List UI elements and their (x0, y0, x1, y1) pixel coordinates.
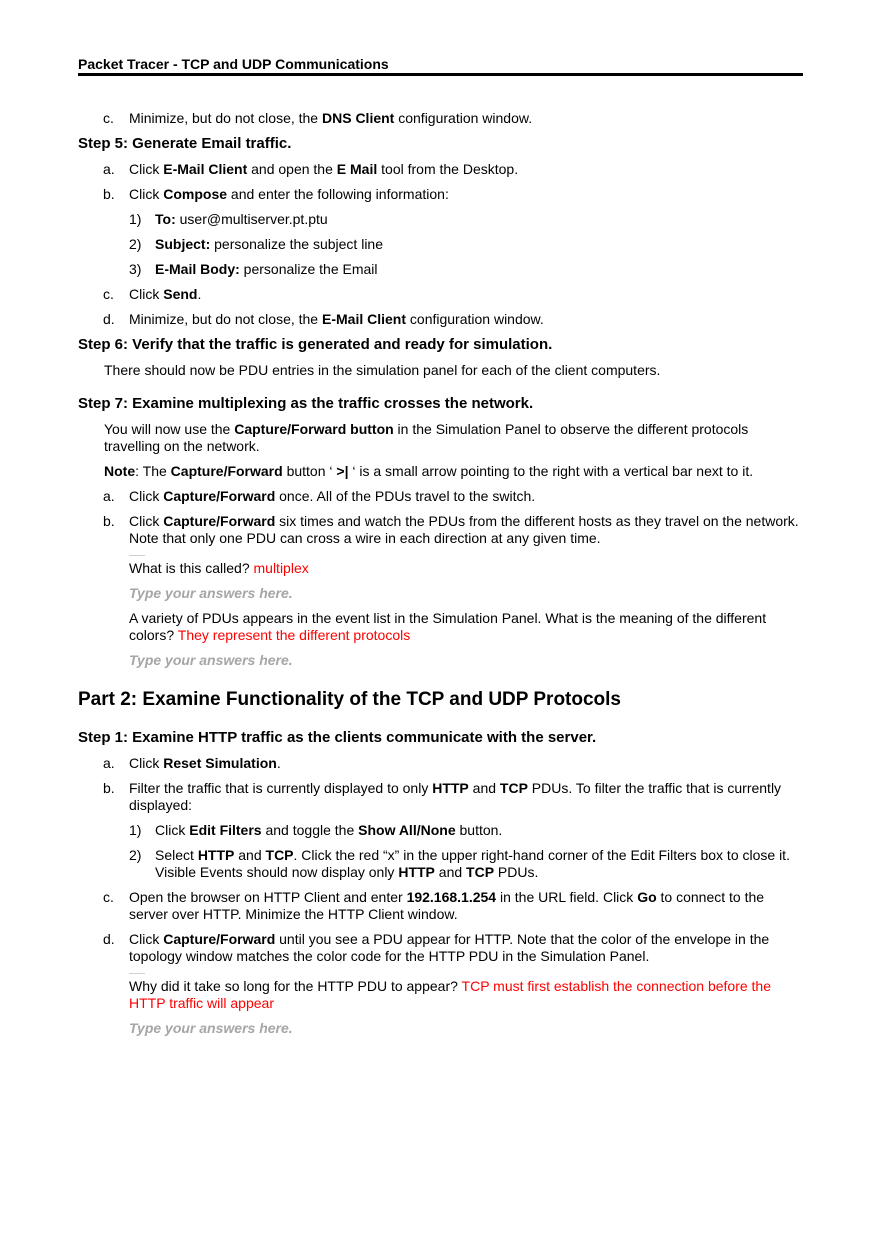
list-item-p2d: d. Click Capture/Forward until you see a PDU appear for HTTP. Note that the color of the envelope in the topology window matches the color code for the HTTP PDU in the Simulation Panel. (103, 931, 770, 964)
header-rule (78, 73, 803, 76)
answer-mark (129, 555, 145, 556)
list-item-5d: d. Minimize, but do not close, the E-Mail Client configuration window. (103, 311, 544, 327)
step-6-text: There should now be PDU entries in the simulation panel for each of the client computers. (104, 362, 661, 378)
header-title: Packet Tracer - TCP and UDP Communications (78, 56, 389, 72)
step-7-heading: Step 7: Examine multiplexing as the traffic crosses the network. (78, 395, 534, 412)
list-item-p2b: b. Filter the traffic that is currently displayed to only HTTP and TCP PDUs. To filter the traffic that is currently displayed: (103, 780, 782, 813)
answer-text: multiplex (253, 560, 309, 576)
step-5-heading: Step 5: Generate Email traffic. (78, 135, 292, 152)
answer-placeholder[interactable]: Type your answers here. (129, 585, 293, 601)
answer-text: TCP must first establish the connection before the HTTP traffic will appear (129, 978, 772, 1011)
answer-placeholder[interactable]: Type your answers here. (129, 652, 293, 668)
answer-mark (129, 973, 145, 974)
answer-placeholder[interactable]: Type your answers here. (129, 1020, 293, 1036)
sub-item-5b2: 2) Subject: personalize the subject line (129, 236, 384, 252)
list-item-p2a: a. Click Reset Simulation. (103, 755, 281, 771)
sub-item-p2b2: 2) Select HTTP and TCP. Click the red “x” in the upper right-hand corner of the Edit Filters box to close it. Visible Events should now display only HTTP and TCP PDUs. (129, 847, 790, 880)
step-7-intro: You will now use the Capture/Forward button in the Simulation Panel to observe the different protocols travelling on the network. (104, 421, 749, 454)
question-multiplex: What is this called? multiplex (129, 560, 309, 576)
sub-item-p2b1: 1) Click Edit Filters and toggle the Show All/None button. (129, 822, 503, 838)
part-2-step-1-heading: Step 1: Examine HTTP traffic as the clients communicate with the server. (78, 729, 597, 746)
list-item-5c: c. Click Send. (103, 286, 202, 302)
list-item-5b: b. Click Compose and enter the following information: (103, 186, 449, 202)
question-colors: A variety of PDUs appears in the event list in the Simulation Panel. What is the meaning of the different colors? They represent the different protocols (129, 610, 767, 643)
part-2-heading: Part 2: Examine Functionality of the TCP and UDP Protocols (78, 689, 622, 710)
list-item-7b: b. Click Capture/Forward six times and watch the PDUs from the different hosts as they travel on the network. Note that only one PDU can cross a wire in each direction at any given time. (103, 513, 799, 546)
document-body (78, 110, 804, 1045)
list-item-c-dns: c. Minimize, but do not close, the DNS Client configuration window. (103, 110, 533, 126)
list-item-5a: a. Click E-Mail Client and open the E Mail tool from the Desktop. (103, 161, 519, 177)
answer-text: They represent the different protocols (177, 627, 411, 643)
step-7-note: Note: The Capture/Forward button ‘ >| ‘ is a small arrow pointing to the right with a vertical bar next to it. (104, 463, 754, 479)
step-6-heading: Step 6: Verify that the traffic is generated and ready for simulation. (78, 336, 553, 353)
list-item-p2c: c. Open the browser on HTTP Client and enter 192.168.1.254 in the URL field. Click Go to connect to the server over HTTP. Minimize the HTTP Client window. (103, 889, 765, 922)
list-item-7a: a. Click Capture/Forward once. All of the PDUs travel to the switch. (103, 488, 536, 504)
sub-item-5b3: 3) E-Mail Body: personalize the Email (129, 261, 378, 277)
sub-item-5b1: 1) To: user@multiserver.pt.ptu (129, 211, 328, 227)
question-http-delay: Why did it take so long for the HTTP PDU to appear? TCP must first establish the connection before the HTTP traffic will appear (129, 978, 772, 1011)
